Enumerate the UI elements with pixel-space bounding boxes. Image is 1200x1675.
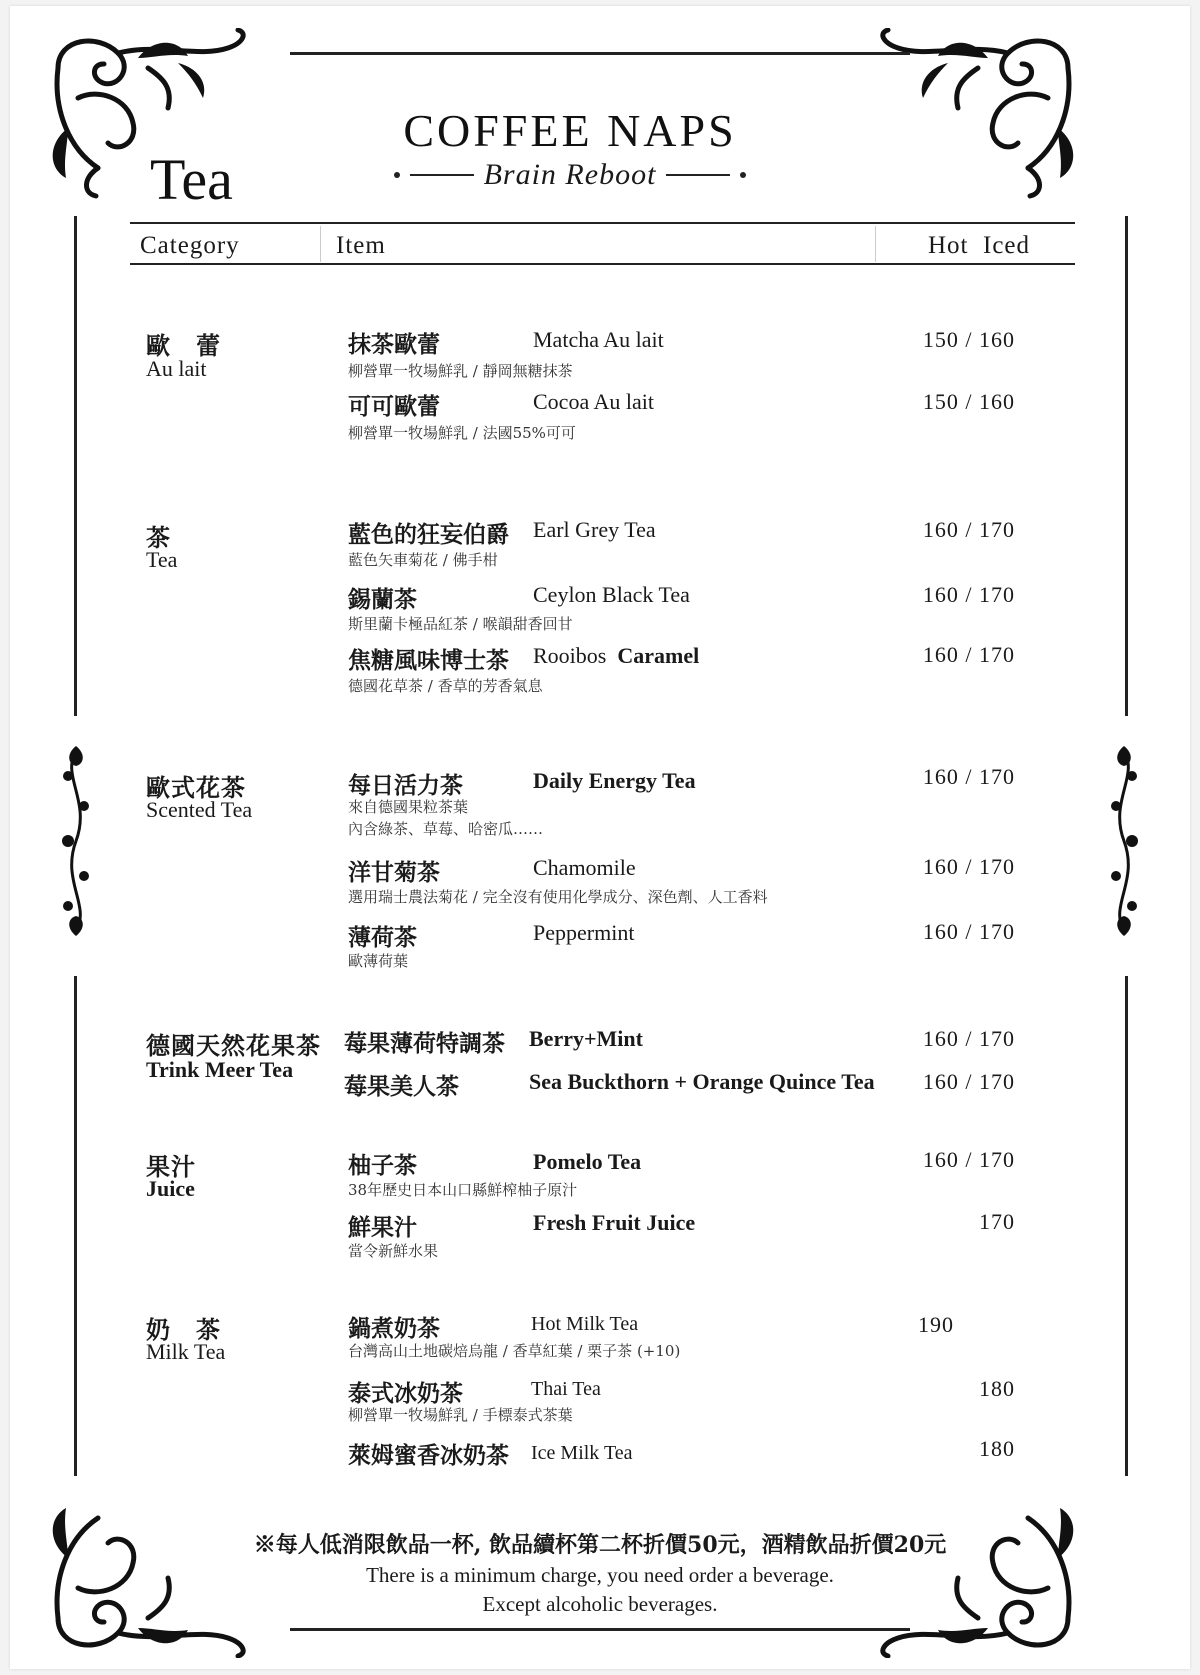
item-en: Pomelo Tea [533, 1149, 642, 1174]
menu-page [10, 6, 1190, 1669]
category-en: Milk Tea [146, 1339, 226, 1364]
item-desc: 當令新鮮水果 [348, 1242, 439, 1260]
item-price: 170 [979, 1209, 1015, 1234]
item-zh: 泰式冰奶茶 [348, 1380, 463, 1407]
item-en: Chamomile [533, 855, 636, 880]
item-en: Ice Milk Tea [531, 1442, 633, 1464]
item-zh: 每日活力茶 [348, 772, 463, 799]
item-desc: 歐薄荷葉 [348, 952, 409, 970]
item-en [533, 643, 699, 669]
item-price: 180 [979, 1436, 1015, 1461]
category-en: Trink Meer Tea [146, 1057, 294, 1082]
item-zh: 柚子茶 [348, 1152, 417, 1179]
item-en-regular: Rooibos [533, 643, 607, 668]
section-title: Tea [150, 147, 233, 212]
item-zh: 可可歐蕾 [348, 393, 440, 420]
left-border-rule-lower [74, 976, 77, 1476]
column-divider-2 [875, 226, 876, 262]
item-en: Hot Milk Tea [531, 1313, 639, 1335]
bottom-border-rule [290, 1628, 910, 1631]
item-en: Matcha Au lait [533, 327, 664, 352]
item-en: Thai Tea [531, 1378, 601, 1400]
item-price: 160 / 170 [922, 1069, 1015, 1094]
side-ornament-left [56, 746, 96, 936]
item-desc: 台灣高山土地碳焙烏龍 / 香草紅葉 / 栗子茶 (+10) [348, 1342, 681, 1360]
item-desc: 選用瑞士農法菊花 / 完全沒有使用化學成分、深色劑、人工香料 [348, 888, 768, 906]
item-desc-2: 內含綠茶、草莓、哈密瓜…… [348, 820, 544, 838]
category-zh: 歐 蕾 [146, 331, 221, 360]
item-zh: 焦糖風味博士茶 [348, 647, 509, 674]
item-en: Cocoa Au lait [533, 389, 654, 414]
item-price: 160 / 170 [922, 582, 1015, 607]
item-zh: 洋甘菊茶 [348, 859, 440, 886]
brand-title: COFFEE NAPS [403, 105, 737, 156]
item-price: 160 / 170 [922, 764, 1015, 789]
item-en: Daily Energy Tea [533, 768, 696, 793]
item-price: 160 / 170 [922, 642, 1015, 667]
table-header-top-rule [130, 222, 1075, 224]
item-price: 160 / 170 [922, 919, 1015, 944]
item-price: 160 / 170 [922, 517, 1015, 542]
right-border-rule-lower [1125, 976, 1128, 1476]
category-zh: 歐式花茶 [146, 773, 246, 802]
item-price: 160 / 170 [922, 854, 1015, 879]
dash-right [666, 174, 730, 176]
dot-left [394, 172, 400, 178]
item-desc: 柳營單一牧場鮮乳 / 靜岡無糖抹茶 [348, 362, 573, 380]
category-en: Scented Tea [146, 797, 253, 822]
item-en: Earl Grey Tea [533, 517, 656, 542]
item-zh: 鍋煮奶茶 [348, 1315, 440, 1342]
top-border-rule [290, 52, 910, 55]
item-zh: 薄荷茶 [348, 924, 417, 951]
item-desc: 柳營單一牧場鮮乳 / 法國55%可可 [348, 424, 576, 442]
item-price: 150 / 160 [922, 389, 1015, 414]
item-zh: 莓果薄荷特調茶 [344, 1030, 505, 1057]
item-zh: 藍色的狂妄伯爵 [348, 521, 509, 548]
item-desc: 38年歷史日本山口縣鮮榨柚子原汁 [348, 1181, 578, 1199]
left-border-rule-upper [74, 216, 77, 716]
item-zh: 萊姆蜜香冰奶茶 [348, 1442, 509, 1469]
corner-ornament-top-right [868, 28, 1088, 208]
footer-note-zh: ※每人低消限飲品一杯, 飲品續杯第二杯折價50元，酒精飲品折價20元 [253, 1532, 947, 1558]
category-en: Juice [146, 1176, 195, 1201]
table-header-bottom-rule [130, 263, 1075, 265]
item-en: Sea Buckthorn + Orange Quince Tea [529, 1069, 875, 1094]
subtitle-text: Brain Reboot [483, 158, 657, 191]
category-zh: 奶 茶 [146, 1315, 221, 1344]
category-en: Au lait [146, 356, 207, 381]
item-desc: 藍色矢車菊花 / 佛手柑 [348, 551, 498, 569]
side-ornament-right [1104, 746, 1144, 936]
item-desc: 來自德國果粒茶葉 [348, 798, 469, 816]
item-zh: 錫蘭茶 [348, 586, 417, 613]
footer-note-en-2: Except alcoholic beverages. [482, 1592, 718, 1616]
item-price: 180 [979, 1376, 1015, 1401]
category-zh: 茶 [146, 523, 171, 552]
item-price: 150 / 160 [922, 327, 1015, 352]
item-price: 190 [918, 1312, 954, 1337]
item-desc: 德國花草茶 / 香草的芳香氣息 [348, 677, 543, 695]
brand-subtitle [390, 158, 750, 192]
item-desc: 柳營單一牧場鮮乳 / 手標泰式茶葉 [348, 1406, 573, 1424]
item-en-bold: Caramel [617, 643, 700, 668]
column-header-item: Item [336, 232, 386, 259]
dash-left [410, 174, 474, 176]
category-zh: 德國天然花果茶 [146, 1031, 321, 1060]
footer-note-en-1: There is a minimum charge, you need order a beverage. [366, 1563, 834, 1587]
column-header-category: Category [140, 232, 240, 259]
item-en: Ceylon Black Tea [533, 582, 690, 607]
column-header-hot-iced: Hot Iced [928, 232, 1031, 259]
dot-right [740, 172, 746, 178]
item-en: Berry+Mint [529, 1026, 643, 1051]
item-zh: 鮮果汁 [348, 1214, 417, 1241]
column-divider-1 [320, 226, 321, 262]
item-price: 160 / 170 [922, 1026, 1015, 1051]
item-en: Fresh Fruit Juice [533, 1210, 696, 1235]
item-price: 160 / 170 [922, 1147, 1015, 1172]
category-zh: 果汁 [146, 1152, 196, 1181]
item-zh: 抹茶歐蕾 [348, 331, 440, 358]
item-zh: 莓果美人茶 [344, 1073, 459, 1100]
item-desc: 斯里蘭卡極品紅茶 / 喉韻甜香回甘 [348, 615, 573, 633]
category-en: Tea [146, 547, 178, 572]
right-border-rule-upper [1125, 216, 1128, 716]
item-en: Peppermint [533, 920, 635, 945]
